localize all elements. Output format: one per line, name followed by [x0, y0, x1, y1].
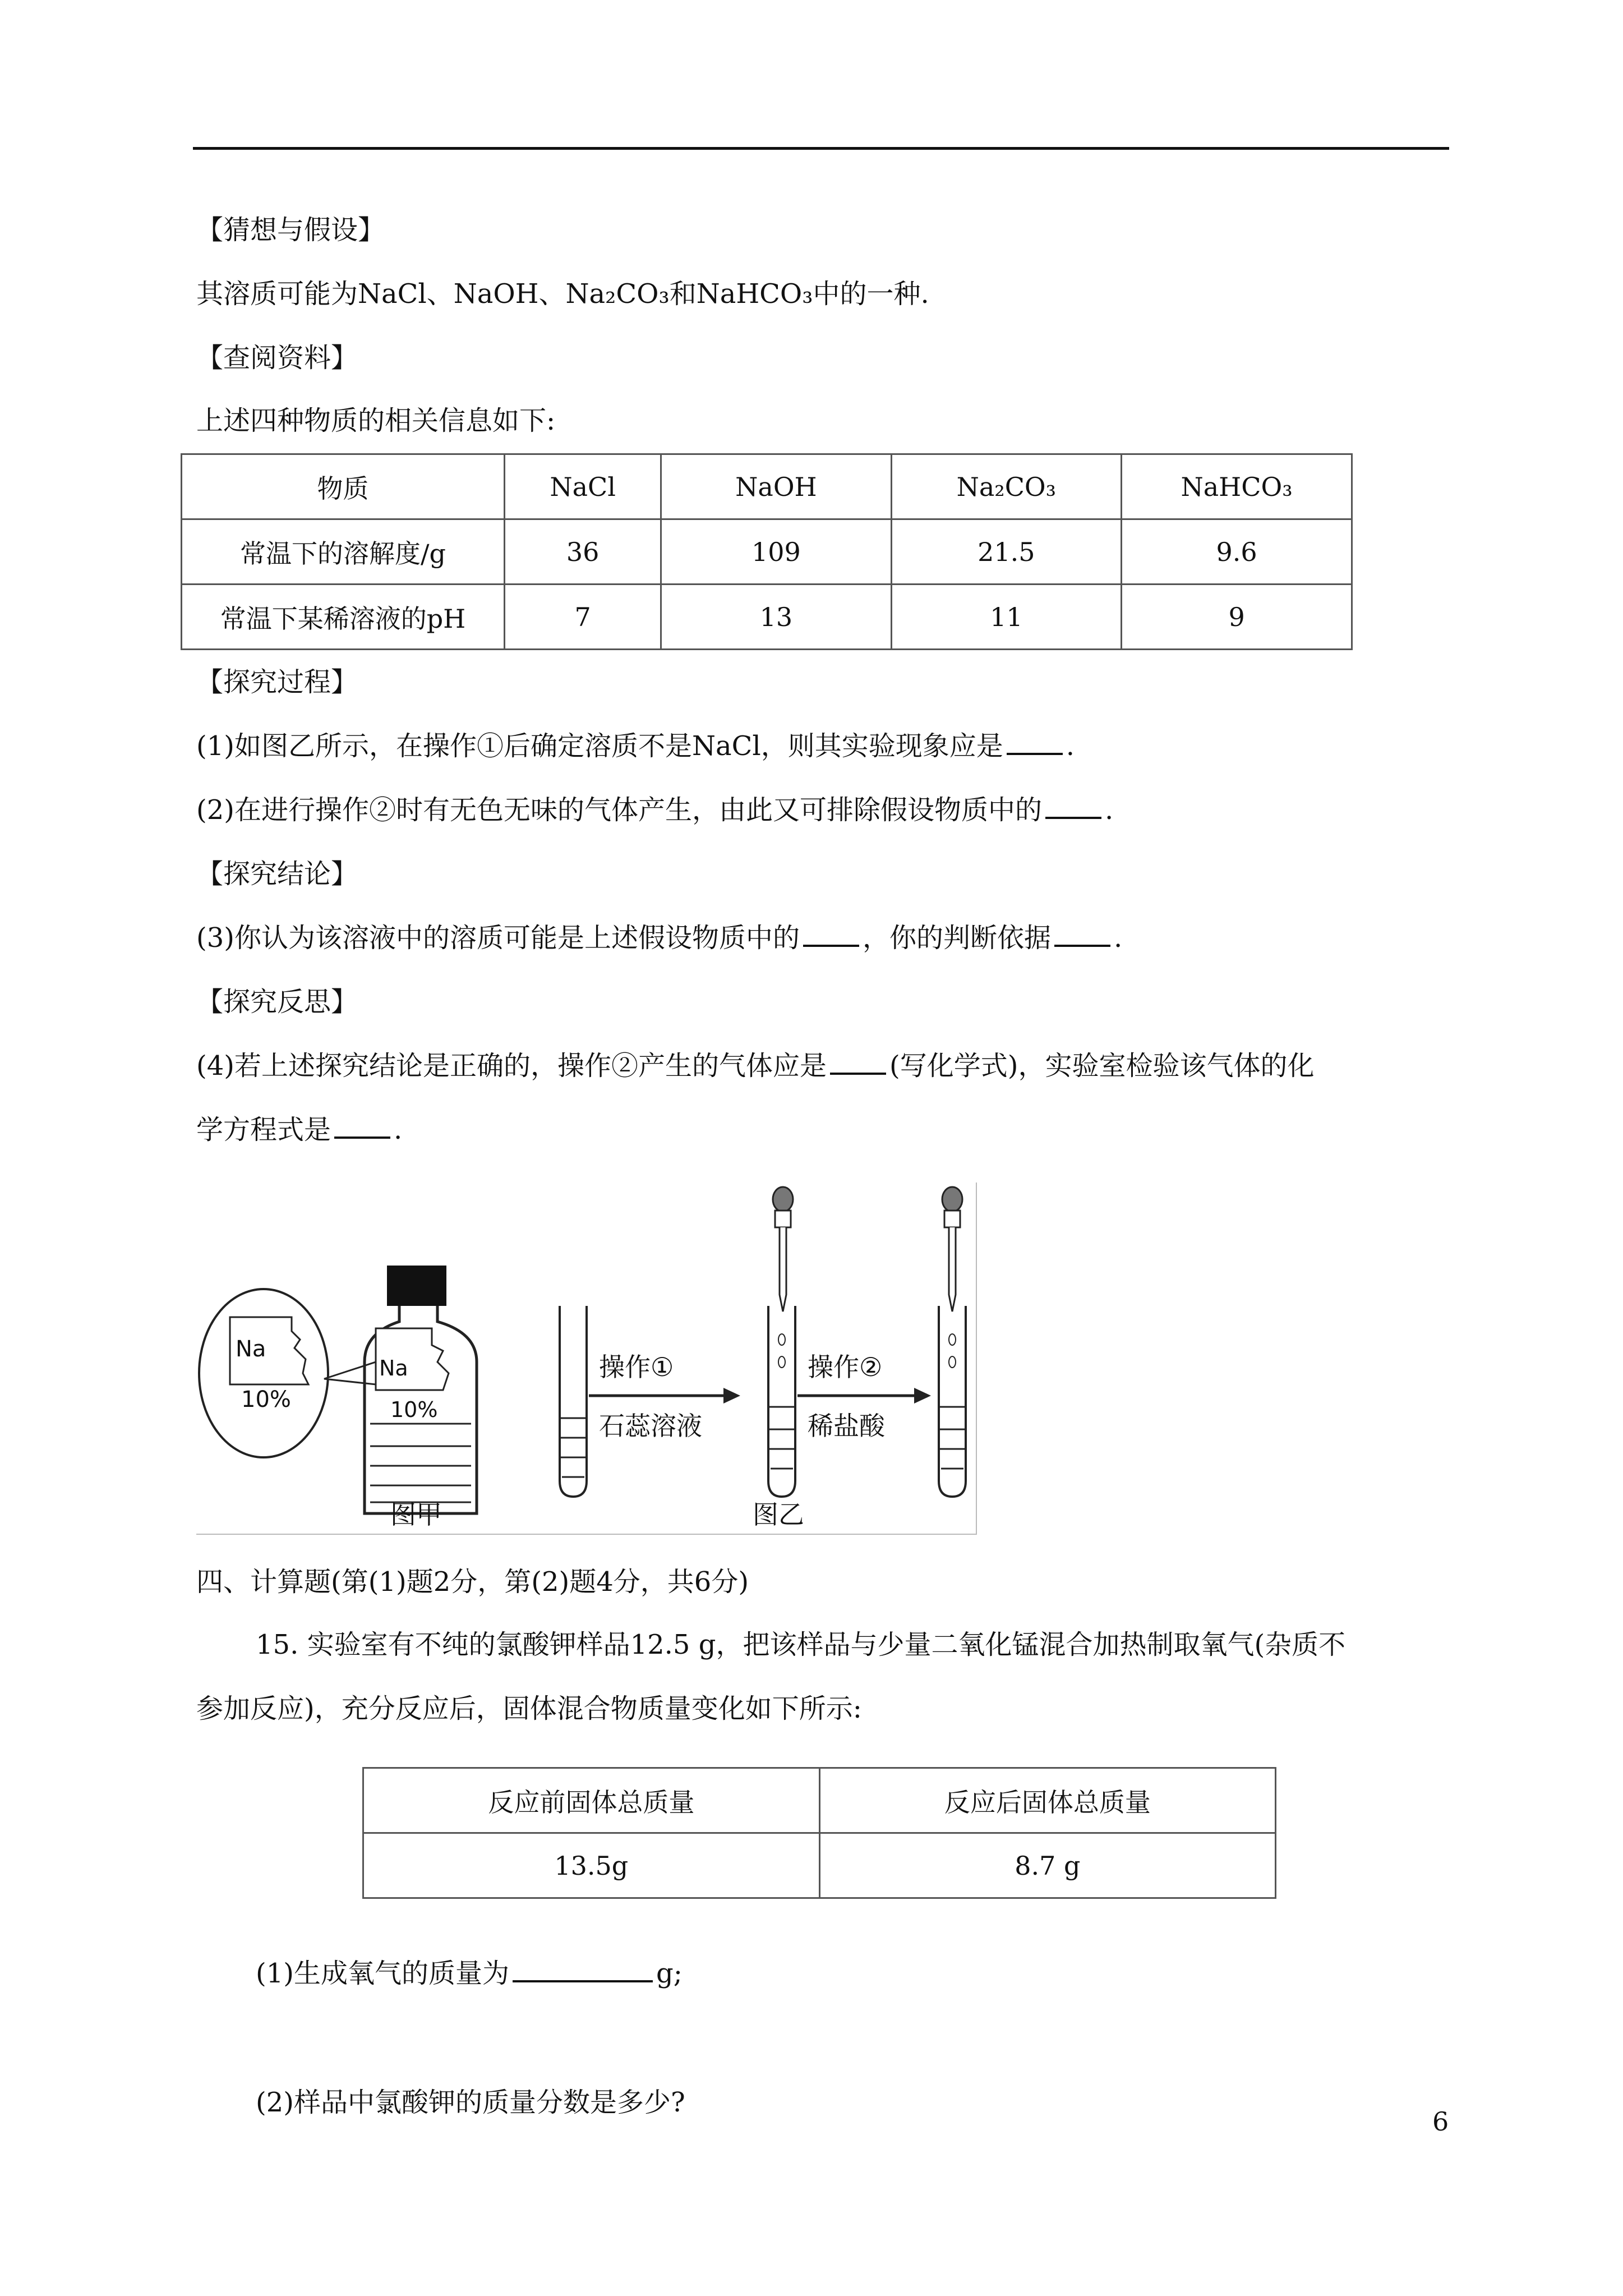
sub-question-2: (2)样品中氯酸钾的质量分数是多少?: [256, 2087, 685, 2118]
question-2-text: (2)在进行操作②时有无色无味的气体产生，由此又可排除假设物质中的: [196, 794, 1042, 826]
experiment-figure: [196, 1182, 977, 1535]
table-cell: 13.5g: [363, 1833, 820, 1898]
reagent-1-label: 石蕊溶液: [599, 1411, 702, 1441]
experiment-diagram: [196, 1182, 976, 1534]
answer-blank[interactable]: [803, 922, 859, 947]
operation-2-label: 操作②: [808, 1352, 883, 1382]
hypothesis-text: 其溶质可能为NaCl、NaOH、Na₂CO₃和NaHCO₃中的一种.: [196, 278, 929, 310]
table-cell: 13: [661, 585, 891, 650]
sub-question-1-text: (1)生成氧气的质量为: [256, 1958, 509, 1989]
sub-question-1: [256, 1957, 683, 1990]
question-2: [196, 793, 1113, 827]
answer-blank[interactable]: [1007, 730, 1063, 755]
table-cell: 11: [891, 585, 1122, 650]
table-cell: 109: [661, 519, 891, 585]
question-1: [196, 729, 1075, 763]
table-cell: 21.5: [891, 519, 1122, 585]
bottle-label-percent: 10%: [390, 1397, 438, 1422]
table-header-cell: 反应前固体总质量: [363, 1768, 820, 1833]
table-cell: 9: [1122, 585, 1352, 650]
answer-blank[interactable]: [513, 1958, 653, 1982]
table-header-cell: NaHCO₃: [1122, 454, 1352, 519]
hypothesis-heading: 【猜想与假设】: [196, 214, 385, 246]
table-cell: 8.7 g: [819, 1833, 1275, 1898]
test-tube-litmus: [768, 1306, 795, 1497]
callout-label-percent: 10%: [241, 1387, 291, 1412]
table-row: [182, 585, 1352, 650]
operation-2-arrow: [797, 1352, 931, 1441]
calc-heading: 四、计算题(第(1)题2分，第(2)题4分，共6分): [196, 1566, 749, 1598]
bottle-label-na: Na: [379, 1356, 408, 1381]
properties-table: [181, 453, 1353, 650]
question-4-cont: [196, 1113, 402, 1147]
table-header-cell: NaOH: [661, 454, 891, 519]
question-1-end: .: [1066, 730, 1075, 762]
sub-question-1-unit: g;: [656, 1958, 683, 1989]
dropper-1: [773, 1187, 793, 1312]
table-cell: 36: [504, 519, 661, 585]
question-4-text-b: (写化学式)，实验室检验该气体的化: [889, 1050, 1315, 1082]
process-heading: 【探究过程】: [196, 666, 358, 698]
question-4-text-c: 学方程式是: [196, 1114, 331, 1145]
figure-caption-a: 图甲: [390, 1499, 442, 1530]
label-callout: [199, 1289, 376, 1457]
question-4-text-a: (4)若上述探究结论是正确的，操作②产生的气体应是: [196, 1050, 827, 1082]
page-number: 6: [1432, 2106, 1449, 2137]
answer-blank[interactable]: [1045, 794, 1101, 819]
header-rule: [193, 147, 1449, 150]
test-tube-acid: [939, 1306, 966, 1497]
reagent-2-label: 稀盐酸: [808, 1411, 885, 1441]
test-tube-empty: [560, 1306, 587, 1497]
question-3-text-b: ，你的判断依据: [863, 922, 1052, 954]
table-row: [363, 1833, 1276, 1898]
table-header-cell: NaCl: [504, 454, 661, 519]
table-cell: 9.6: [1122, 519, 1352, 585]
table-row: [182, 519, 1352, 585]
dropper-2: [942, 1187, 962, 1312]
table-cell: 常温下的溶解度/g: [182, 519, 505, 585]
table-cell: 7: [504, 585, 661, 650]
question-3: [196, 921, 1122, 955]
conclusion-heading: 【探究结论】: [196, 858, 358, 890]
question-4-end: .: [394, 1114, 403, 1145]
question-15-line-2: 参加反应)，充分反应后，固体混合物质量变化如下所示:: [196, 1693, 862, 1724]
question-2-end: .: [1105, 794, 1114, 826]
operation-1-arrow: [589, 1352, 740, 1441]
answer-blank[interactable]: [1054, 922, 1110, 947]
table-header-cell: 物质: [182, 454, 505, 519]
callout-label-na: Na: [236, 1336, 266, 1362]
question-3-text-a: (3)你认为该溶液中的溶质可能是上述假设物质中的: [196, 922, 800, 954]
question-4: [196, 1049, 1314, 1083]
reference-text: 上述四种物质的相关信息如下:: [196, 405, 556, 436]
mass-table: [362, 1767, 1276, 1899]
answer-blank[interactable]: [334, 1114, 390, 1139]
reflection-heading: 【探究反思】: [196, 986, 358, 1018]
table-header-cell: 反应后固体总质量: [819, 1768, 1275, 1833]
answer-blank[interactable]: [830, 1050, 886, 1075]
question-3-end: .: [1114, 922, 1123, 954]
table-cell: 常温下某稀溶液的pH: [182, 585, 505, 650]
question-1-text: (1)如图乙所示，在操作①后确定溶质不是NaCl，则其实验现象应是: [196, 730, 1003, 762]
reference-heading: 【查阅资料】: [196, 342, 358, 374]
table-header-cell: Na₂CO₃: [891, 454, 1122, 519]
operation-1-label: 操作①: [599, 1352, 674, 1382]
figure-caption-b: 图乙: [753, 1499, 804, 1530]
reagent-bottle: [365, 1266, 477, 1513]
question-15-line-1: 15. 实验室有不纯的氯酸钾样品12.5 g，把该样品与少量二氧化锰混合加热制取氧气(杂质不: [256, 1629, 1346, 1660]
